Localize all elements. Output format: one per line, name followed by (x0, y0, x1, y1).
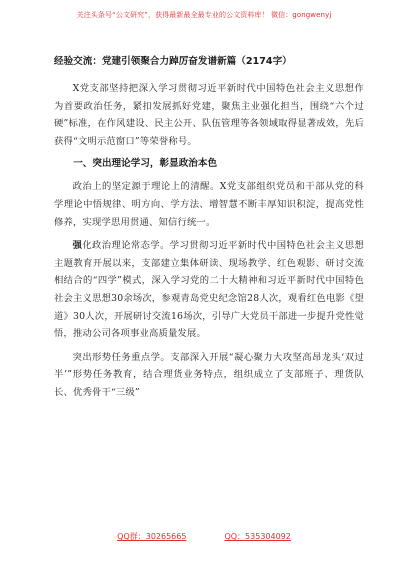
qq-group-link[interactable]: QQ群：30265665 (117, 532, 187, 541)
body-paragraph-3: 突出形势任务重点学。支部深入开展“凝心聚力大攻坚高昂龙头‘双过半’”形势任务教育，结合理货业务特点，组织成立了支部班子、理货队长、优秀骨干“三级” (54, 351, 364, 398)
body-paragraph-2 (54, 237, 364, 343)
footer-contacts (0, 531, 408, 542)
header-banner: 关注头条号“公文研究”，获得最新最全最专业的公文资料库！ 微信：gongwenyj (76, 11, 332, 19)
intro-paragraph: X党支部坚持把深入学习贯彻习近平新时代中国特色社会主义思想作为首要政治任务，紧扣发展抓好党建，聚焦主业强化担当，围绕“六个过硬”标准，在作风建设、民主公开、队伍管理等各领域取得显著成效，先后获得“文明示范窗口”等荣誉称号。 (54, 83, 364, 147)
body-paragraph-1: 政治上的坚定源于理论上的清醒。X党支部组织党员和干部从党的科学理论中悟规律、明方向、学方法、增智慧不断丰厚知识积淀，提高党性修养，实现学思用贯通、知信行统一。 (54, 181, 364, 228)
document-title: 经验交流：党建引领聚合力踔厉奋发谱新篇（2174字） (54, 56, 292, 67)
qq-contact-link[interactable]: QQ：535304092 (224, 532, 291, 541)
paragraph-text: 化政治理论常态学。学习贯彻习近平新时代中国特色社会主义思想主题教育开展以来，支部建立集体研读、现场教学、红色观影、研讨交流相结合的“四学”模式，深入学习党的二十大精神和习近平新时代中国特色社会主义思想30余场次，参观青岛党史纪念馆28人次，观看红色电影《望道》30人次，开展研讨交流16场次，引导广大党员干部进一步提升党性觉悟，推动公司各项事业高质量发展。 (54, 240, 364, 340)
section-heading-1: 一、突出理论学习，彰显政治本色 (73, 158, 218, 170)
paragraph-lead-char: 强 (72, 240, 83, 252)
document-body (54, 56, 364, 402)
